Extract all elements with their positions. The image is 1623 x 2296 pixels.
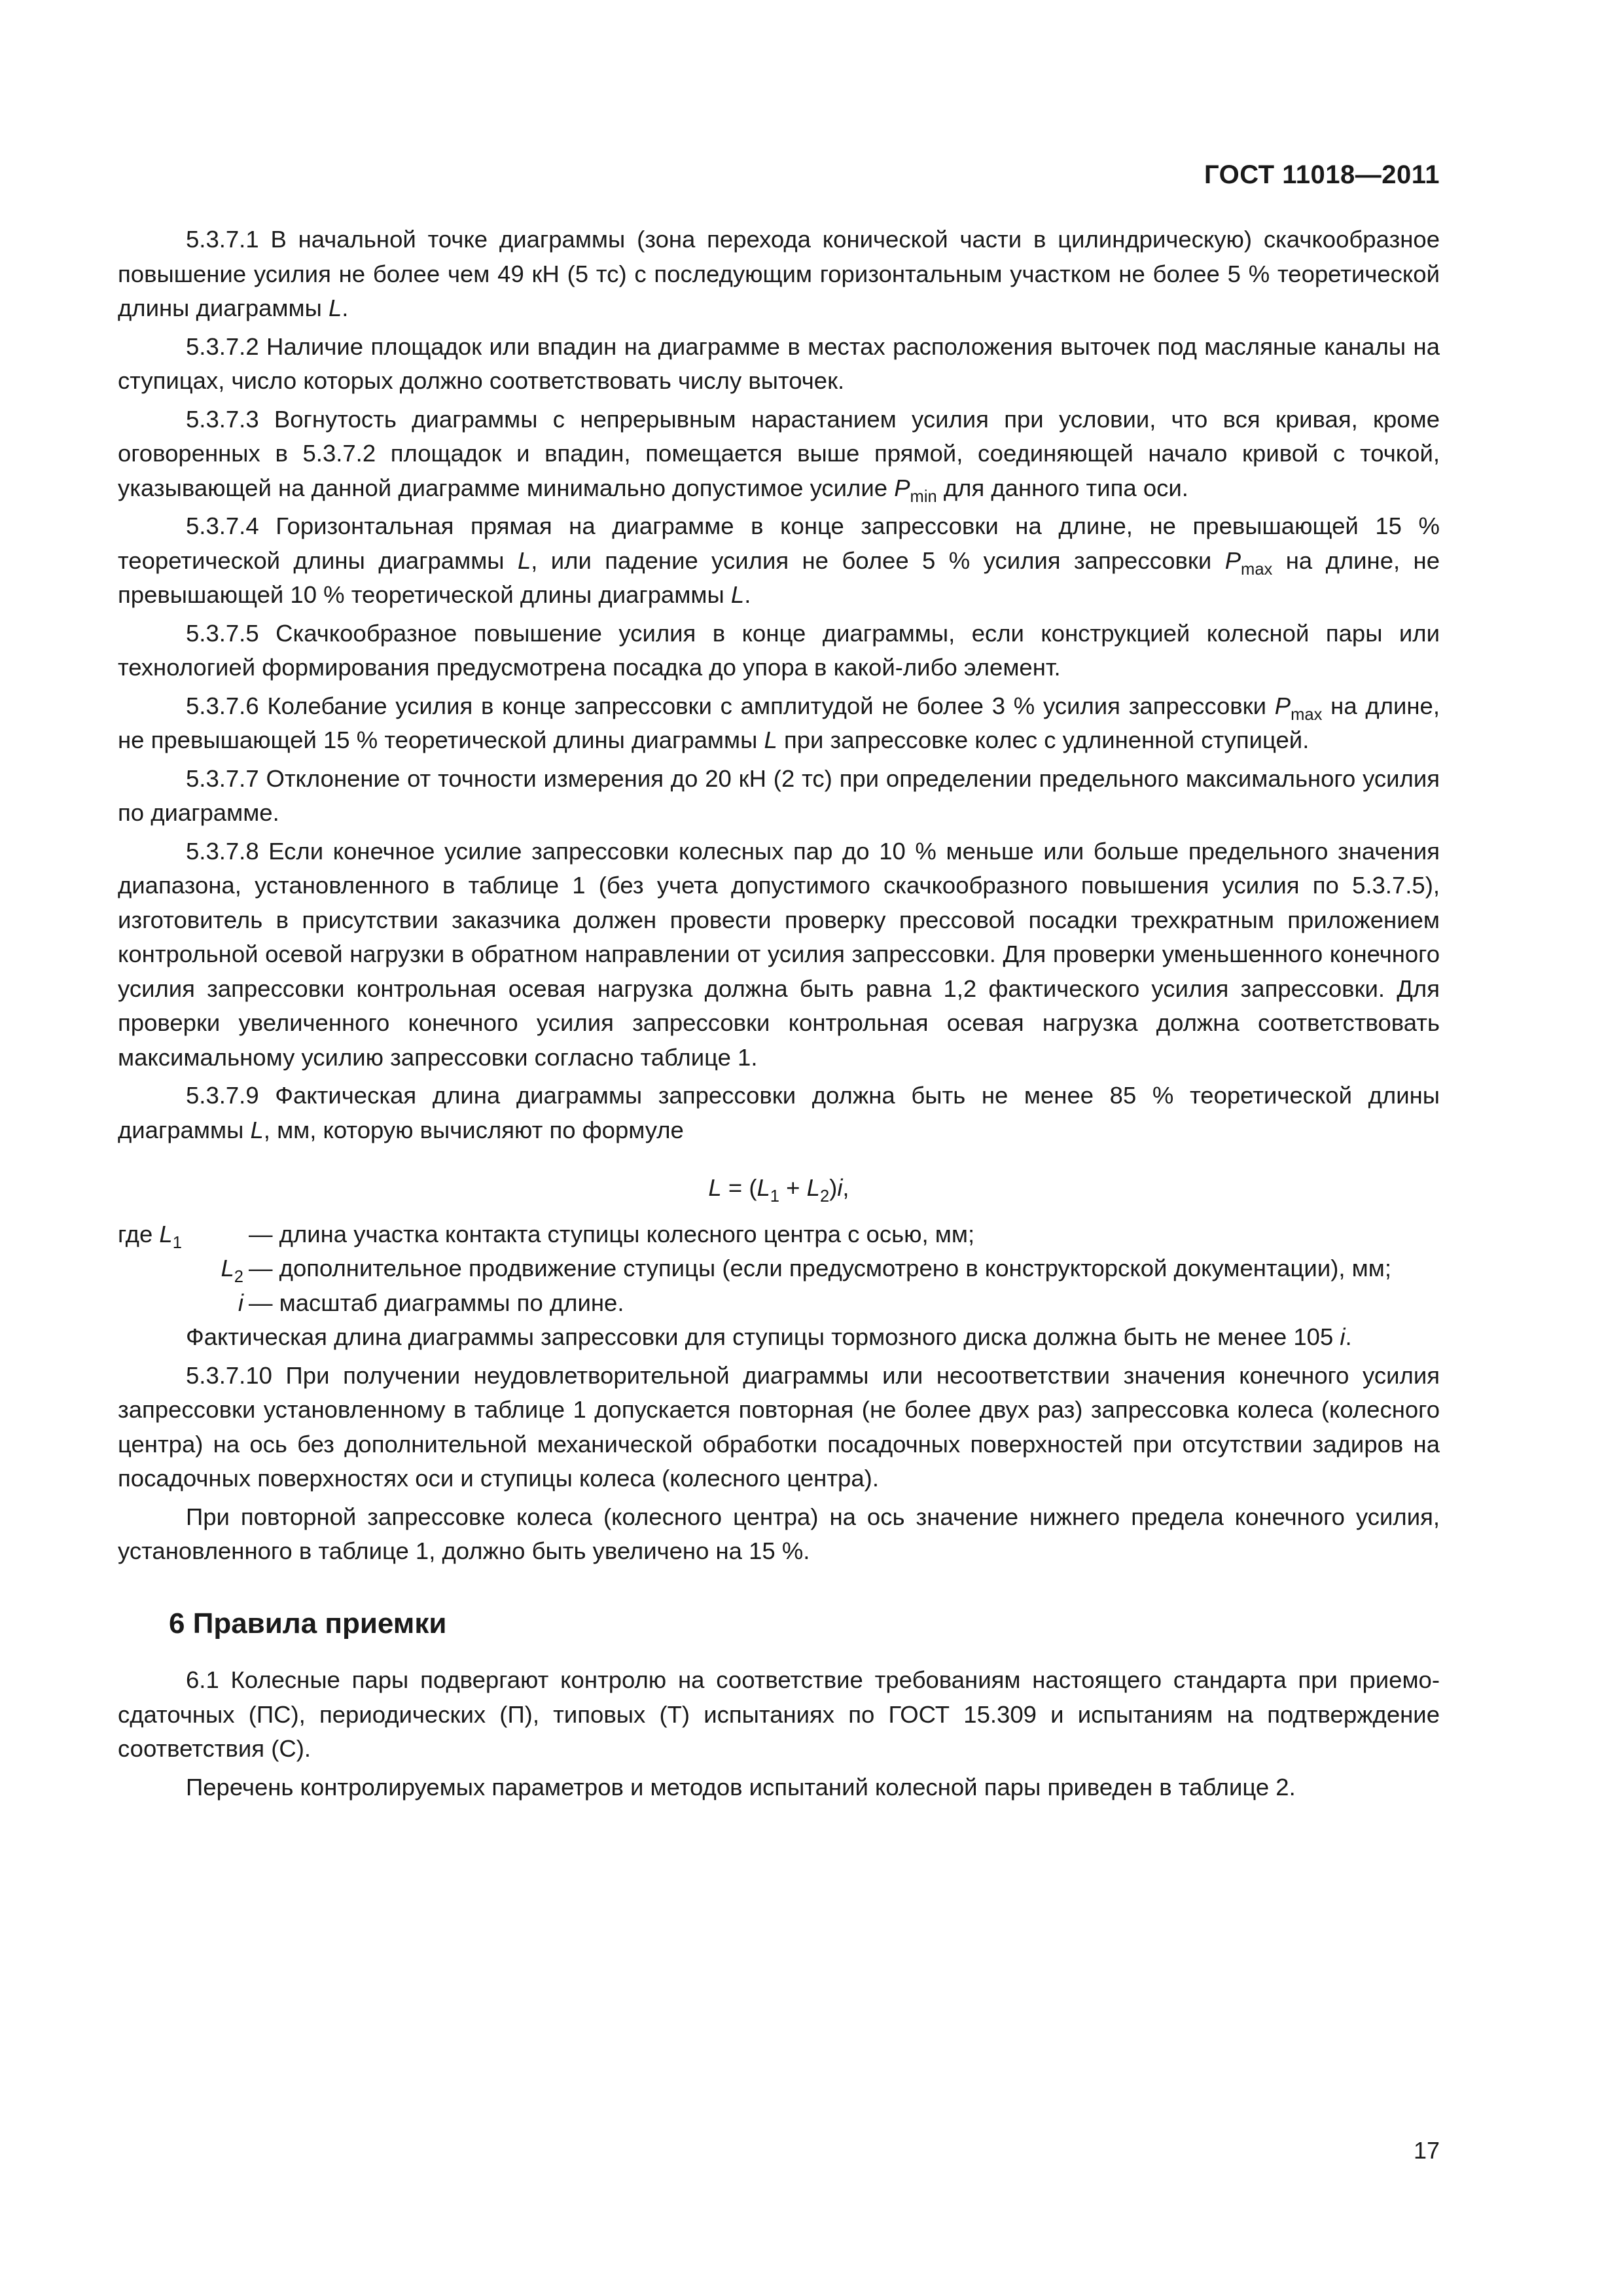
standard-code-header: ГОСТ 11018—2011 bbox=[1204, 160, 1440, 189]
legend-description: — дополнительное продвижение ступицы (если предусмотрено в конструкторской документации), мм; bbox=[249, 1255, 1391, 1282]
paragraph-5-3-7-4: 5.3.7.4 Горизонтальная прямая на диаграмме в конце запрессовки на длине, не превышающей 15 % теоретической длины диаграммы L, или падение усилия не более 5 % усилия запрессовки $P_{max}$ на длине, не превышающей 10 % теоретической длины диаграммы L. bbox=[118, 512, 1440, 608]
paragraph-6-1: 6.1 Колесные пары подвергают контролю на соответствие требованиям настоящего стандарта при приемо-сдаточных (ПС), периодических (П), типовых (Т) испытаниях по ГОСТ 15.309 и испытаниям на подтверждение соответствия (С). bbox=[118, 1666, 1440, 1762]
legend-symbol: где $L_1$ bbox=[118, 1220, 182, 1252]
legend-description: — длина участка контакта ступицы колесного центра с осью, мм; bbox=[249, 1220, 975, 1247]
legend-row-l1 bbox=[118, 1217, 1440, 1252]
paragraph-5-3-7-3: 5.3.7.3 Вогнутость диаграммы с непрерывным нарастанием усилия при условии, что вся кривая, кроме оговоренных в 5.3.7.2 площадок и впадин, помещается выше прямой, соединяющей начало кривой с точкой, указывающей на данной диаграмме минимально допустимое усилие $P_{min}$ для данного типа оси. bbox=[118, 405, 1440, 506]
legend-description: — масштаб диаграммы по длине. bbox=[249, 1289, 624, 1316]
body-text bbox=[118, 223, 1440, 1808]
paragraph-5-3-7-10: 5.3.7.10 При получении неудовлетворительной диаграммы или несоответствии значения конечного усилия запрессовки установленному в таблице 1 допускается повторная (не более двух раз) запрессовка колеса (колесного центра) на ось без дополнительной механической обработки посадочных поверхностей при отсутствии задиров на посадочных поверхностях оси и ступицы колеса (колесного центра). bbox=[118, 1361, 1440, 1492]
paragraph-actual-length: Фактическая длина диаграммы запрессовки для ступицы тормозного диска должна быть не менее 105 i. bbox=[186, 1323, 1352, 1350]
formula-legend bbox=[118, 1217, 1440, 1321]
paragraph-5-3-7-9: 5.3.7.9 Фактическая длина диаграммы запрессовки должна быть не менее 85 % теоретической длины диаграммы L, мм, которую вычисляют по формуле bbox=[118, 1082, 1440, 1143]
legend-symbol: i bbox=[238, 1289, 243, 1316]
legend-row-l2 bbox=[118, 1251, 1440, 1286]
paragraph-5-3-7-2: 5.3.7.2 Наличие площадок или впадин на диаграмме в местах расположения выточек под масляные каналы на ступицах, число которых должно соответствовать числу выточек. bbox=[118, 332, 1440, 394]
section-6-heading: 6 Правила приемки bbox=[169, 1607, 447, 1640]
formula-diagram-length: $L = (L_1 + L_2)i$, bbox=[708, 1174, 849, 1206]
paragraph-5-3-7-6: 5.3.7.6 Колебание усилия в конце запрессовки с амплитудой не более 3 % усилия запрессовки $P_{max}$ на длине, не превышающей 15 % теоретической длины диаграммы L при запрессовке колес с удлиненной ступицей. bbox=[118, 692, 1440, 753]
legend-symbol: $L_2$ bbox=[221, 1255, 243, 1286]
legend-row-i bbox=[118, 1286, 1440, 1321]
paragraph-5-3-7-8: 5.3.7.8 Если конечное усилие запрессовки колесных пар до 10 % меньше или больше предельного значения диапазона, установленного в таблице 1 (без учета допустимого скачкообразного повышения усилия по 5.3.7.5), изготовитель в присутствии заказчика должен провести проверку прессовой посадки трехкратным приложением контрольной осевой нагрузки в обратном направлении от усилия запрессовки. Для проверки уменьшенного конечного усилия запрессовки контрольная осевая нагрузка должна быть равна 1,2 фактического усилия запрессовки. Для проверки увеличенного конечного усилия запрессовки контрольная осевая нагрузка должна соответствовать максимальному усилию запрессовки согласно таблице 1. bbox=[118, 837, 1440, 1071]
paragraph-5-3-7-7: 5.3.7.7 Отклонение от точности измерения до 20 кН (2 тс) при определении предельного максимального усилия по диаграмме. bbox=[118, 764, 1440, 826]
paragraph-5-3-7-5: 5.3.7.5 Скачкообразное повышение усилия в конце диаграммы, если конструкцией колесной пары или технологией формирования предусмотрена посадка до упора в какой-либо элемент. bbox=[118, 619, 1440, 681]
page-number: 17 bbox=[1413, 2137, 1440, 2164]
paragraph-parameters-list: Перечень контролируемых параметров и методов испытаний колесной пары приведен в таблице 2. bbox=[186, 1773, 1296, 1801]
paragraph-repeat-pressing: При повторной запрессовке колеса (колесного центра) на ось значение нижнего предела конечного усилия, установленного в таблице 1, должно быть увеличено на 15 %. bbox=[118, 1503, 1440, 1564]
paragraph-5-3-7-1: 5.3.7.1 В начальной точке диаграммы (зона перехода конической части в цилиндрическую) скачкообразное повышение усилия не более чем 49 кН (5 тс) с последующим горизонтальным участком не более 5 % теоретической длины диаграммы L. bbox=[118, 226, 1440, 321]
